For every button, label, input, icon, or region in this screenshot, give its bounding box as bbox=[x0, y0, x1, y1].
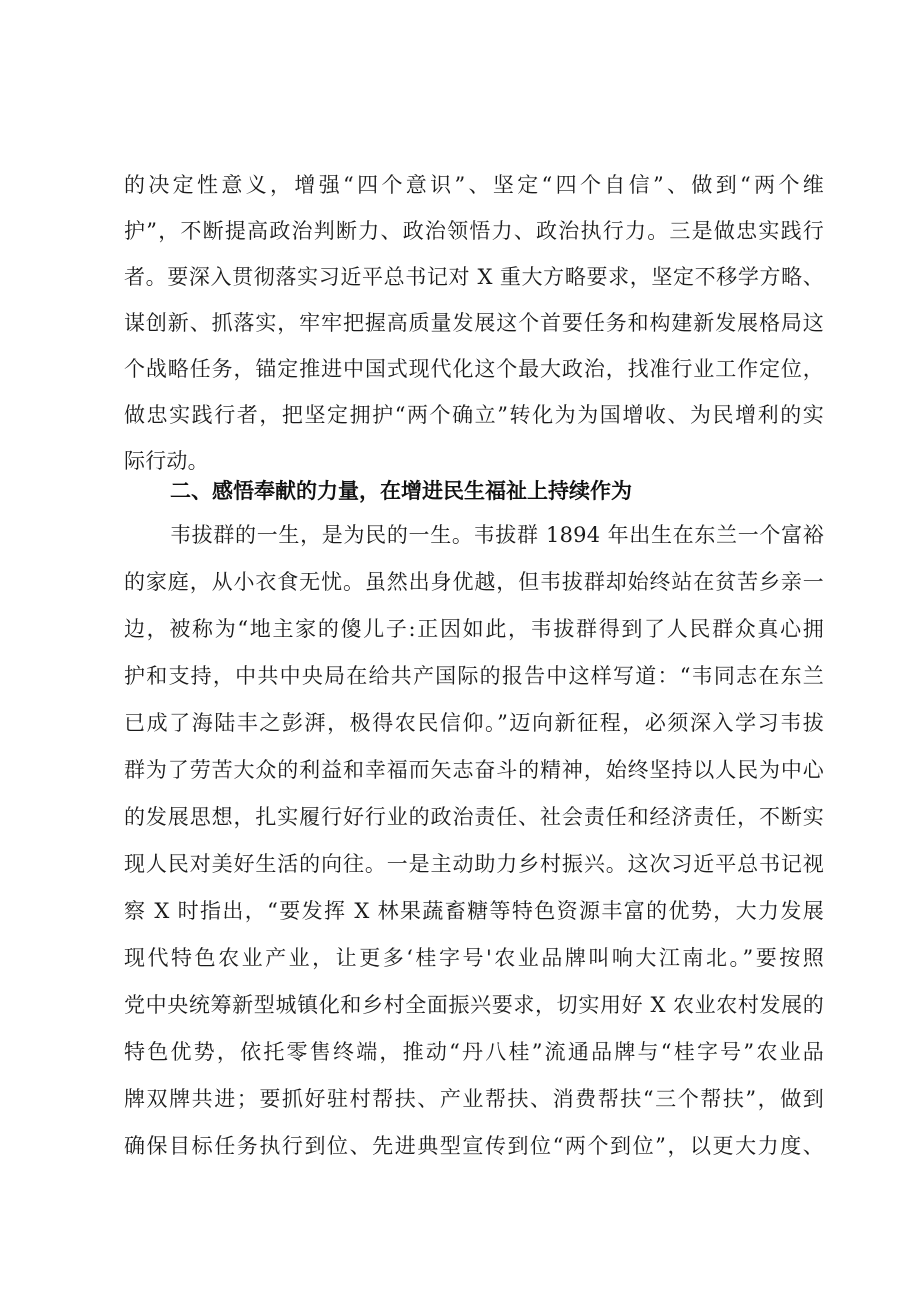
paragraph-2-line-3: 边，被称为“地主家的傻儿子:正因如此，韦拔群得到了人民群众真心拥 bbox=[124, 617, 824, 641]
paragraph-2-line-1: 韦拔群的一生，是为民的一生。韦拔群 1894 年出生在东兰一个富裕 bbox=[170, 523, 824, 547]
paragraph-1-line-1: 的决定性意义，增强“四个意识”、坚定“四个自信”、做到“两个维 bbox=[124, 173, 824, 197]
paragraph-2-line-14: 确保目标任务执行到位、先进典型宣传到位“两个到位”，以更大力度、 bbox=[124, 1134, 824, 1158]
paragraph-2-line-8: 现人民对美好生活的向往。一是主动助力乡村振兴。这次习近平总书记视 bbox=[124, 852, 824, 876]
paragraph-1-line-7: 际行动。 bbox=[124, 449, 209, 473]
paragraph-2-line-12: 特色优势，依托零售终端，推动“丹八桂”流通品牌与“桂字号”农业品 bbox=[124, 1040, 824, 1064]
section-heading: 二、感悟奉献的力量，在增进民生福祉上持续作为 bbox=[170, 479, 632, 503]
paragraph-2-line-9: 察 X 时指出，“要发挥 X 林果蔬畜糖等特色资源丰富的优势，大力发展 bbox=[124, 899, 824, 923]
paragraph-2-line-11: 党中央统筹新型城镇化和乡村全面振兴要求，切实用好 X 农业农村发展的 bbox=[124, 993, 824, 1017]
paragraph-1-line-2: 护”，不断提高政治判断力、政治领悟力、政治执行力。三是做忠实践行 bbox=[124, 219, 824, 243]
paragraph-2-line-2: 的家庭，从小衣食无忧。虽然出身优越，但韦拔群却始终站在贫苦乡亲一 bbox=[124, 570, 824, 594]
paragraph-1-line-5: 个战略任务，锚定推进中国式现代化这个最大政治，找准行业工作定位， bbox=[124, 357, 824, 381]
paragraph-1-line-6: 做忠实践行者，把坚定拥护“两个确立”转化为为国增收、为民增利的实 bbox=[124, 403, 824, 427]
paragraph-1-line-3: 者。要深入贯彻落实习近平总书记对 X 重大方略要求，坚定不移学方略、 bbox=[124, 265, 824, 289]
paragraph-2-line-4: 护和支持，中共中央局在给共产国际的报告中这样写道：“韦同志在东兰 bbox=[124, 664, 824, 688]
paragraph-2-line-7: 的发展思想，扎实履行好行业的政治责任、社会责任和经济责任，不断实 bbox=[124, 805, 824, 829]
paragraph-2-line-5: 已成了海陆丰之彭湃，极得农民信仰。”迈向新征程，必须深入学习韦拔 bbox=[124, 711, 824, 735]
paragraph-2-line-6: 群为了劳苦大众的利益和幸福而矢志奋斗的精神，始终坚持以人民为中心 bbox=[124, 758, 824, 782]
paragraph-1-line-4: 谋创新、抓落实，牢牢把握高质量发展这个首要任务和构建新发展格局这 bbox=[124, 311, 824, 335]
paragraph-2-line-10: 现代特色农业产业，让更多‘桂字号'农业品牌叫响大江南北。”要按照 bbox=[124, 946, 824, 970]
paragraph-2-line-13: 牌双牌共进；要抓好驻村帮扶、产业帮扶、消费帮扶“三个帮扶”，做到 bbox=[124, 1087, 824, 1111]
